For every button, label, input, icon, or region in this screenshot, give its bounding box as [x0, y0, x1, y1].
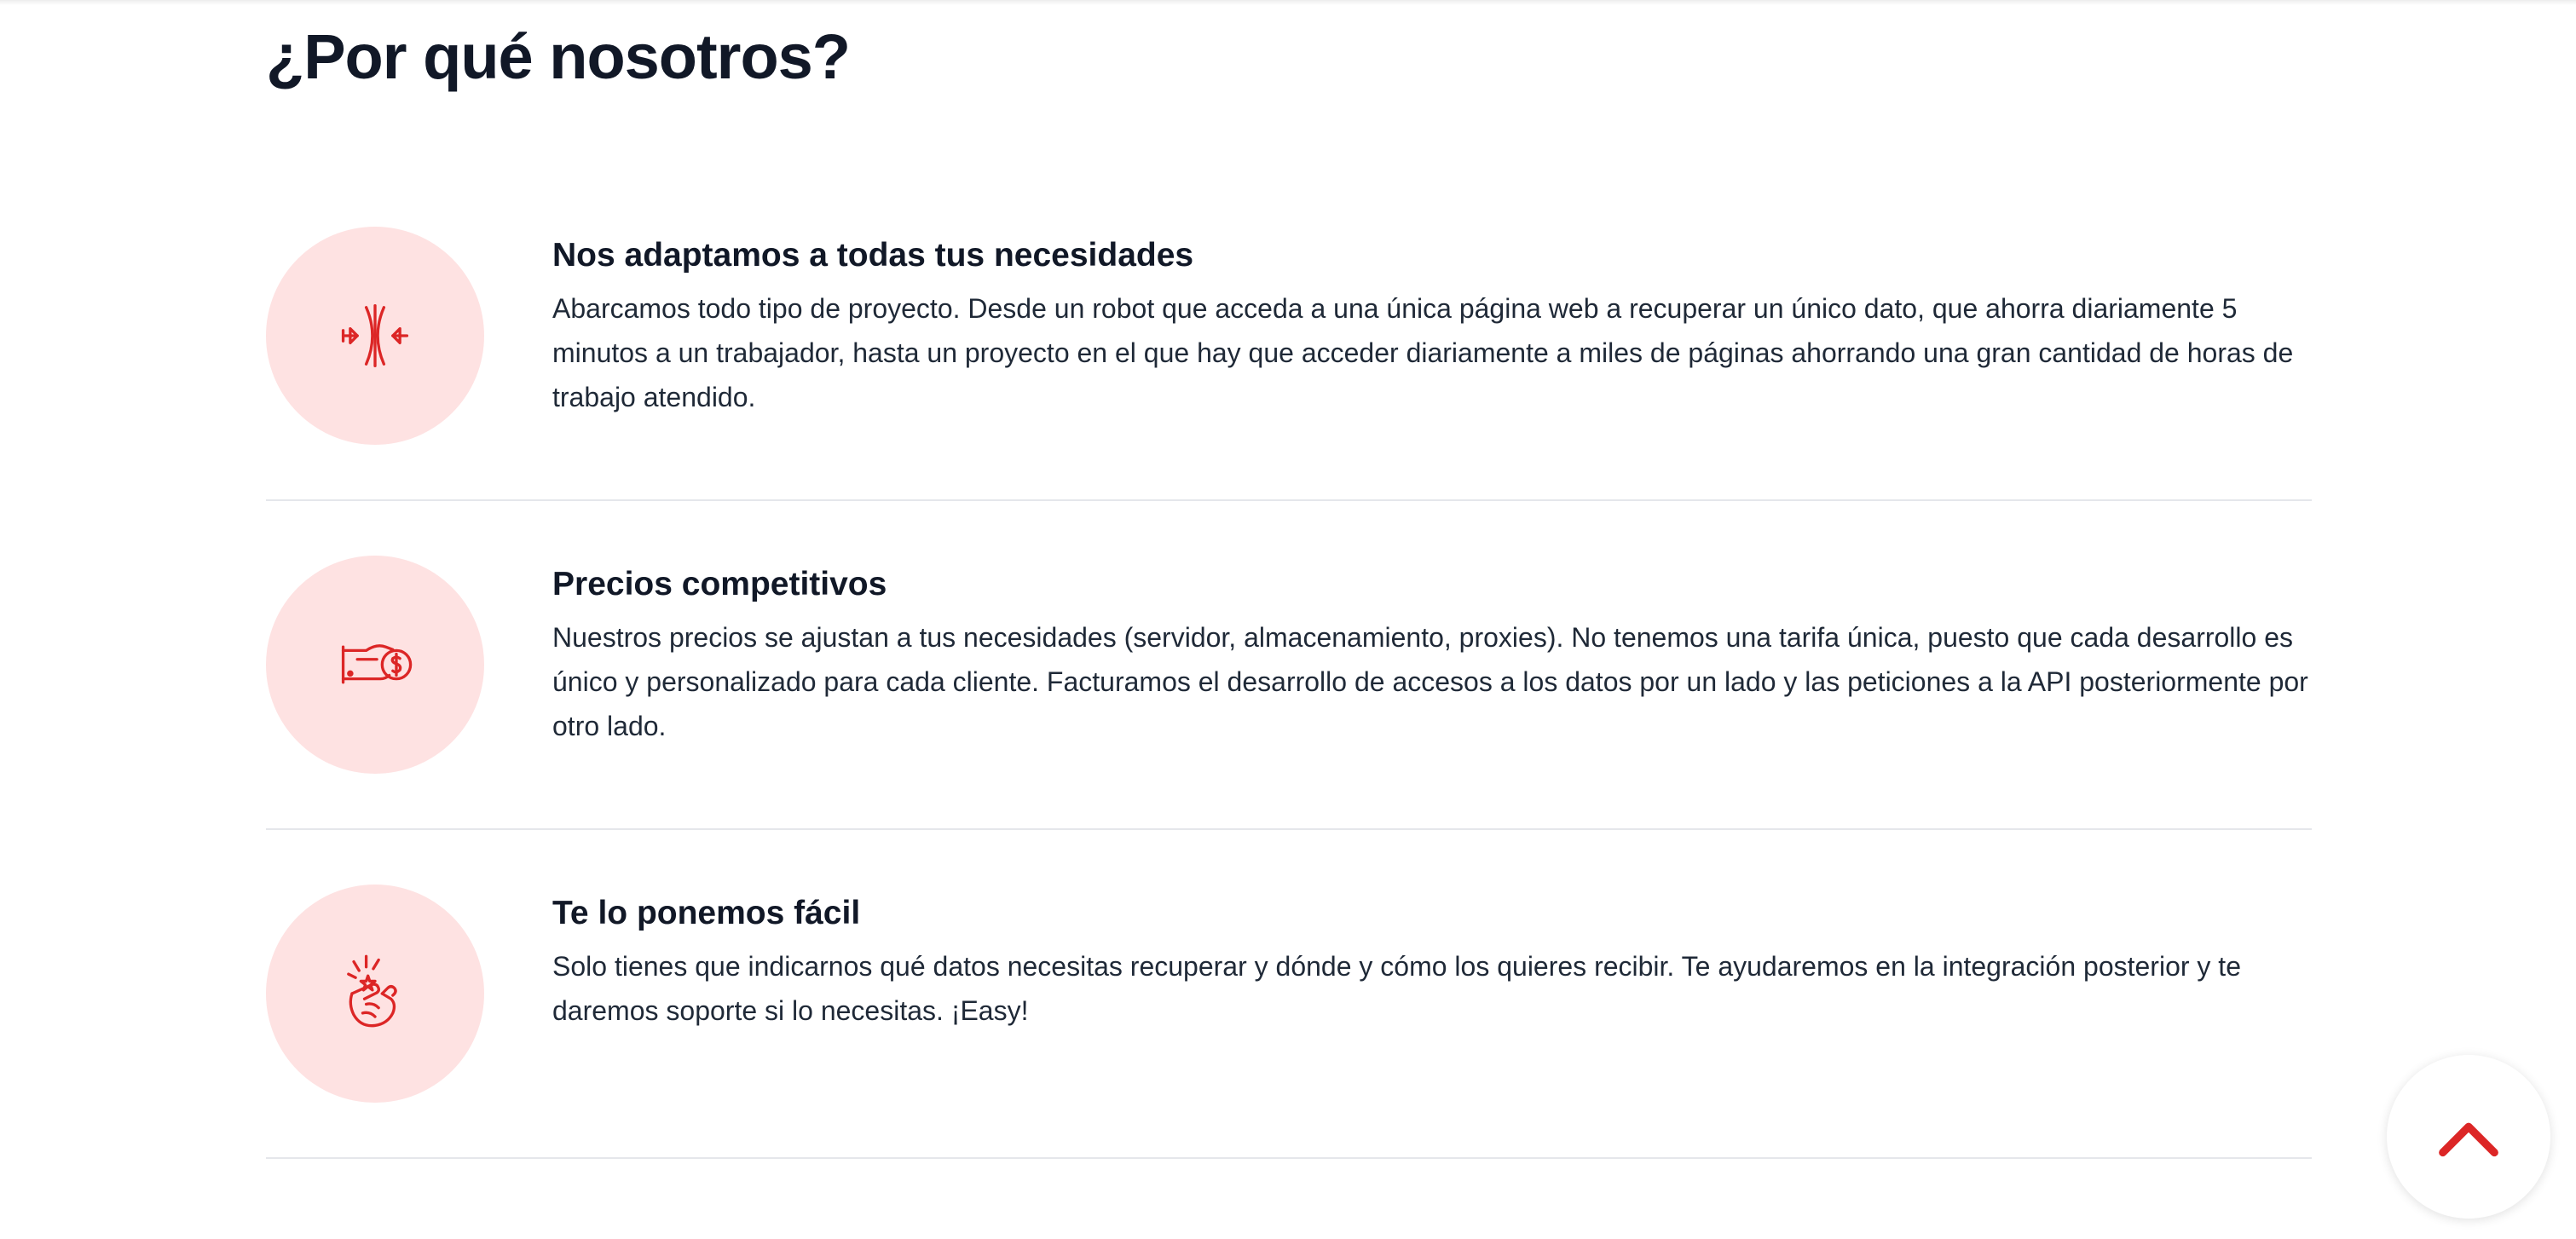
feature-text: [552, 561, 2312, 748]
feature-item-adapt: [266, 172, 2312, 501]
hand-coin-icon: [331, 620, 419, 709]
feature-description: Nuestros precios se ajustan a tus necesidades (servidor, almacenamiento, proxies). No tenemos una tarifa única, puesto que cada desarrollo es único y personalizado para cada cliente. Facturamos el desarrollo de accesos a los datos por un lado y las peticiones a la API posteriormente por otro lado.: [552, 622, 2308, 741]
feature-title: Precios competitivos: [552, 566, 887, 602]
feature-icon-circle: [266, 227, 484, 445]
scroll-to-top-button[interactable]: [2387, 1055, 2550, 1219]
feature-item-pricing: [266, 501, 2312, 830]
finger-snap-icon: [331, 949, 419, 1038]
adapt-arrows-icon: [331, 291, 419, 380]
chevron-up-icon: [2433, 1101, 2504, 1173]
feature-text: [552, 232, 2312, 419]
feature-text: [552, 890, 2312, 1033]
feature-description: Abarcamos todo tipo de proyecto. Desde un robot que acceda a una única página web a recuperar un único dato, que ahorra diariamente 5 minutos a un trabajador, hasta un proyecto en el que hay que acceder diariamente a miles de páginas ahorrando una gran cantidad de horas de trabajo atendido.: [552, 293, 2294, 412]
feature-description: Solo tienes que indicarnos qué datos necesitas recuperar y dónde y cómo los quieres recibir. Te ayudaremos en la integración posterior y te daremos soporte si lo necesitas. ¡Easy!: [552, 951, 2241, 1026]
feature-icon-circle: [266, 556, 484, 774]
feature-title: Nos adaptamos a todas tus necesidades: [552, 237, 1194, 274]
feature-icon-circle: [266, 885, 484, 1103]
section-title: ¿Por qué nosotros?: [266, 21, 850, 92]
header-shadow: [0, 0, 2576, 5]
feature-title: Te lo ponemos fácil: [552, 895, 861, 931]
feature-item-easy: [266, 830, 2312, 1159]
